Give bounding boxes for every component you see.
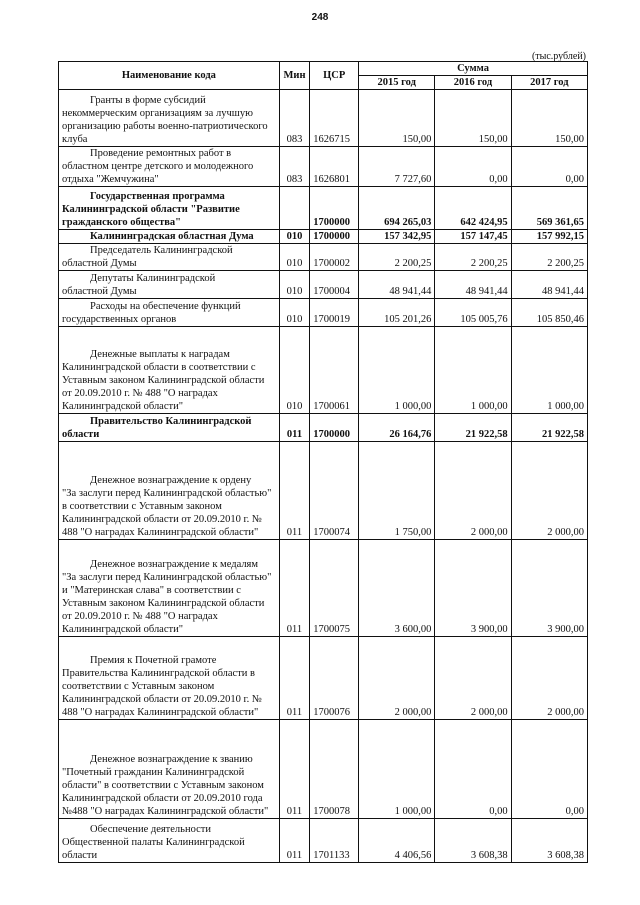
- row-2016: 3 608,38: [435, 819, 511, 863]
- row-2017: 2 000,00: [511, 442, 587, 540]
- row-2015: 2 200,25: [359, 244, 435, 271]
- row-2015: 2 000,00: [359, 637, 435, 720]
- row-min: 010: [279, 327, 310, 414]
- row-min: 083: [279, 90, 310, 147]
- row-2015: 1 750,00: [359, 442, 435, 540]
- table-row: [59, 327, 588, 414]
- row-2016: 2 000,00: [435, 637, 511, 720]
- row-csr: 1700002: [310, 244, 359, 271]
- row-name-first-line: Денежное вознаграждение к званию: [90, 754, 253, 765]
- row-name-rest: Калининградской области "Развитие гражданского общества": [62, 204, 240, 228]
- row-csr: 1700076: [310, 637, 359, 720]
- row-2015: 157 342,95: [359, 230, 435, 244]
- table-row: [59, 442, 588, 540]
- row-name-first-line: Правительство Калининградской: [90, 416, 252, 427]
- row-name-rest: государственных органов: [62, 314, 177, 325]
- row-csr: 1700075: [310, 540, 359, 637]
- row-name-first-line: Денежные выплаты к наградам: [90, 349, 230, 360]
- row-csr: 1700078: [310, 720, 359, 819]
- row-2016: 1 000,00: [435, 327, 511, 414]
- row-2017: 1 000,00: [511, 327, 587, 414]
- row-name-rest: областном центре детского и молодежного отдыха "Жемчужина": [62, 161, 254, 185]
- row-name-rest: "Почетный гражданин Калининградской области" в соответствии с Уставным законом Калининградской области от 20.09.2010 года №488 "О наградах Калининградской области": [62, 767, 269, 817]
- row-2017: 2 200,25: [511, 244, 587, 271]
- table-row: [59, 299, 588, 327]
- row-min: 010: [279, 230, 310, 244]
- row-2016: 2 200,25: [435, 244, 511, 271]
- row-name: [59, 327, 280, 414]
- table-row: [59, 187, 588, 230]
- row-name: [59, 442, 280, 540]
- row-min: 011: [279, 540, 310, 637]
- row-name-rest: областной Думы: [62, 258, 137, 269]
- row-name-first-line: Председатель Калининградской: [90, 245, 233, 256]
- table-row: [59, 637, 588, 720]
- row-csr: 1700074: [310, 442, 359, 540]
- row-csr: 1700000: [310, 414, 359, 442]
- row-2016: 157 147,45: [435, 230, 511, 244]
- row-min: 010: [279, 299, 310, 327]
- row-name-first-line: Обеспечение деятельности: [90, 824, 211, 835]
- table-row: [59, 90, 588, 147]
- row-2016: 3 900,00: [435, 540, 511, 637]
- row-2015: 105 201,26: [359, 299, 435, 327]
- row-name-first-line: Калининградская областная Дума: [90, 231, 254, 242]
- header-year-2015: 2015 год: [359, 76, 435, 90]
- row-min: [279, 187, 310, 230]
- row-name: [59, 540, 280, 637]
- row-2016: 105 005,76: [435, 299, 511, 327]
- table-row: [59, 819, 588, 863]
- row-2016: 642 424,95: [435, 187, 511, 230]
- row-name-rest: Общественной палаты Калининградской области: [62, 837, 245, 861]
- header-csr: ЦСР: [310, 62, 359, 90]
- row-csr: 1700000: [310, 230, 359, 244]
- row-name-first-line: Премия к Почетной грамоте: [90, 655, 217, 666]
- row-name-first-line: Проведение ремонтных работ в: [90, 148, 232, 159]
- row-name: [59, 414, 280, 442]
- table-row: [59, 271, 588, 299]
- row-min: 010: [279, 271, 310, 299]
- row-2016: 0,00: [435, 720, 511, 819]
- row-name: [59, 271, 280, 299]
- header-name: Наименование кода: [59, 62, 280, 90]
- row-2017: 3 900,00: [511, 540, 587, 637]
- row-2016: 150,00: [435, 90, 511, 147]
- row-2016: 48 941,44: [435, 271, 511, 299]
- row-2015: 3 600,00: [359, 540, 435, 637]
- row-2017: 0,00: [511, 720, 587, 819]
- table-row: [59, 147, 588, 187]
- row-2015: 7 727,60: [359, 147, 435, 187]
- table-row: [59, 540, 588, 637]
- row-name: [59, 299, 280, 327]
- table-row: [59, 720, 588, 819]
- row-name: [59, 187, 280, 230]
- row-2017: 48 941,44: [511, 271, 587, 299]
- row-2017: 3 608,38: [511, 819, 587, 863]
- row-min: 011: [279, 720, 310, 819]
- units-label: (тыс.рублей): [531, 51, 586, 62]
- row-2017: 0,00: [511, 147, 587, 187]
- row-name-first-line: Депутаты Калининградской: [90, 273, 216, 284]
- row-name: [59, 230, 280, 244]
- table-row: [59, 230, 588, 244]
- row-2017: 157 992,15: [511, 230, 587, 244]
- row-name-first-line: Денежное вознаграждение к медалям: [90, 559, 259, 570]
- row-name-rest: "За заслуги перед Калининградской областью" и "Материнская слава" в соответствии с Уставным законом Калининградской области от 20.09.2010 г. № 488 "О наградах Калининградской области": [62, 572, 272, 635]
- row-2017: 569 361,65: [511, 187, 587, 230]
- row-name-first-line: Расходы на обеспечение функций: [90, 301, 241, 312]
- row-min: 011: [279, 637, 310, 720]
- row-2015: 150,00: [359, 90, 435, 147]
- row-min: 011: [279, 442, 310, 540]
- row-2017: 150,00: [511, 90, 587, 147]
- row-2016: 21 922,58: [435, 414, 511, 442]
- row-name: [59, 637, 280, 720]
- row-csr: 1700004: [310, 271, 359, 299]
- row-2015: 4 406,56: [359, 819, 435, 863]
- table-row: [59, 414, 588, 442]
- row-2016: 0,00: [435, 147, 511, 187]
- row-2015: 26 164,76: [359, 414, 435, 442]
- row-name-rest: Калининградской области в соответствии с Уставным законом Калининградской области от 20.09.2010 г. № 488 "О наградах Калининградской области": [62, 362, 265, 412]
- row-name-first-line: Денежное вознаграждение к ордену: [90, 475, 252, 486]
- row-2016: 2 000,00: [435, 442, 511, 540]
- row-name-rest: Правительства Калининградской области в соответствии с Уставным законом Калининградской области от 20.09.2010 г. № 488 "О наградах Калининградской области": [62, 668, 262, 718]
- row-csr: 1700000: [310, 187, 359, 230]
- row-name-rest: областной Думы: [62, 286, 137, 297]
- row-csr: 1700061: [310, 327, 359, 414]
- row-name-rest: области: [62, 429, 100, 440]
- row-min: 011: [279, 819, 310, 863]
- row-csr: 1700019: [310, 299, 359, 327]
- row-name-first-line: Государственная программа: [90, 191, 225, 202]
- row-name-first-line: Гранты в форме субсидий: [90, 95, 206, 106]
- header-year-2016: 2016 год: [435, 76, 511, 90]
- row-2015: 48 941,44: [359, 271, 435, 299]
- budget-table: [58, 61, 588, 863]
- row-name-rest: "За заслуги перед Калининградской областью" в соответствии с Уставным законом Калининградской области от 20.09.2010 г. № 488 "О наградах Калининградской области": [62, 488, 272, 538]
- row-csr: 1626715: [310, 90, 359, 147]
- header-year-2017: 2017 год: [511, 76, 587, 90]
- page-number: 248: [311, 12, 329, 23]
- row-2017: 105 850,46: [511, 299, 587, 327]
- row-2017: 21 922,58: [511, 414, 587, 442]
- row-name: [59, 819, 280, 863]
- row-2017: 2 000,00: [511, 637, 587, 720]
- row-name-rest: некоммерческим организациям за лучшую организацию работы военно-патриотического клуба: [62, 108, 268, 145]
- header-min: Мин: [279, 62, 310, 90]
- row-2015: 1 000,00: [359, 720, 435, 819]
- row-name: [59, 90, 280, 147]
- row-name: [59, 720, 280, 819]
- row-2015: 694 265,03: [359, 187, 435, 230]
- row-name: [59, 244, 280, 271]
- row-min: 011: [279, 414, 310, 442]
- row-name: [59, 147, 280, 187]
- row-min: 010: [279, 244, 310, 271]
- header-sum: Сумма: [359, 62, 588, 76]
- row-csr: 1626801: [310, 147, 359, 187]
- row-2015: 1 000,00: [359, 327, 435, 414]
- row-min: 083: [279, 147, 310, 187]
- row-csr: 1701133: [310, 819, 359, 863]
- table-row: [59, 244, 588, 271]
